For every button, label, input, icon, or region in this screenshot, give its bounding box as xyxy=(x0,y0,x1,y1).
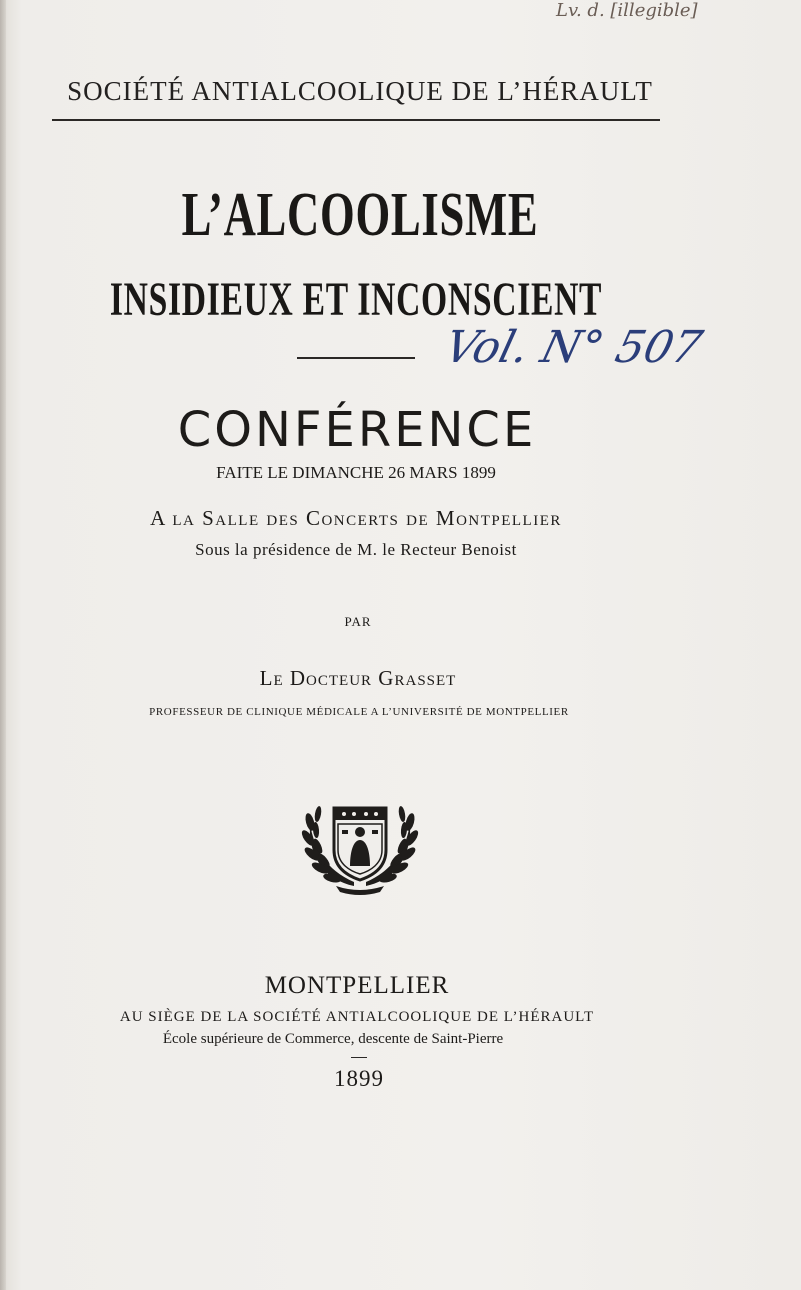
conference-heading: CONFÉRENCE xyxy=(177,402,537,458)
imprint-city: MONTPELLIER xyxy=(264,972,450,999)
publication-year: 1899 xyxy=(334,1066,384,1091)
conference-date: FAITE LE DIMANCHE 26 MARS 1899 xyxy=(216,463,496,482)
imprint-publisher: AU SIÈGE DE LA SOCIÉTÉ ANTIALCOOLIQUE DE L’HÉRAULT xyxy=(119,1009,595,1025)
coat-of-arms-icon xyxy=(296,794,424,898)
handwritten-corner-note: Lv. d. [illegible] xyxy=(556,0,698,21)
by-label: PAR xyxy=(344,614,372,629)
conference-presidency: Sous la présidence de M. le Recteur Benoist xyxy=(195,540,517,559)
imprint-divider xyxy=(351,1057,367,1058)
header-rule xyxy=(52,119,660,121)
main-subtitle: INSIDIEUX ET INCONSCIENT xyxy=(109,273,603,326)
page-spine-shadow xyxy=(0,0,6,1290)
imprint-address: École supérieure de Commerce, descente de Saint-Pierre xyxy=(162,1031,504,1047)
author-title: PROFESSEUR DE CLINIQUE MÉDICALE A L’UNIVERSITÉ DE MONTPELLIER xyxy=(149,706,569,718)
society-header: SOCIÉTÉ ANTIALCOOLIQUE DE L’HÉRAULT xyxy=(67,76,653,106)
handwritten-volume-number: Vol. N° 507 xyxy=(439,322,708,373)
author-name: Le Docteur Grasset xyxy=(259,666,457,690)
title-divider xyxy=(297,357,415,359)
conference-venue: A la Salle des Concerts de Montpellier xyxy=(150,506,562,530)
main-title: L’ALCOOLISME xyxy=(181,181,539,249)
